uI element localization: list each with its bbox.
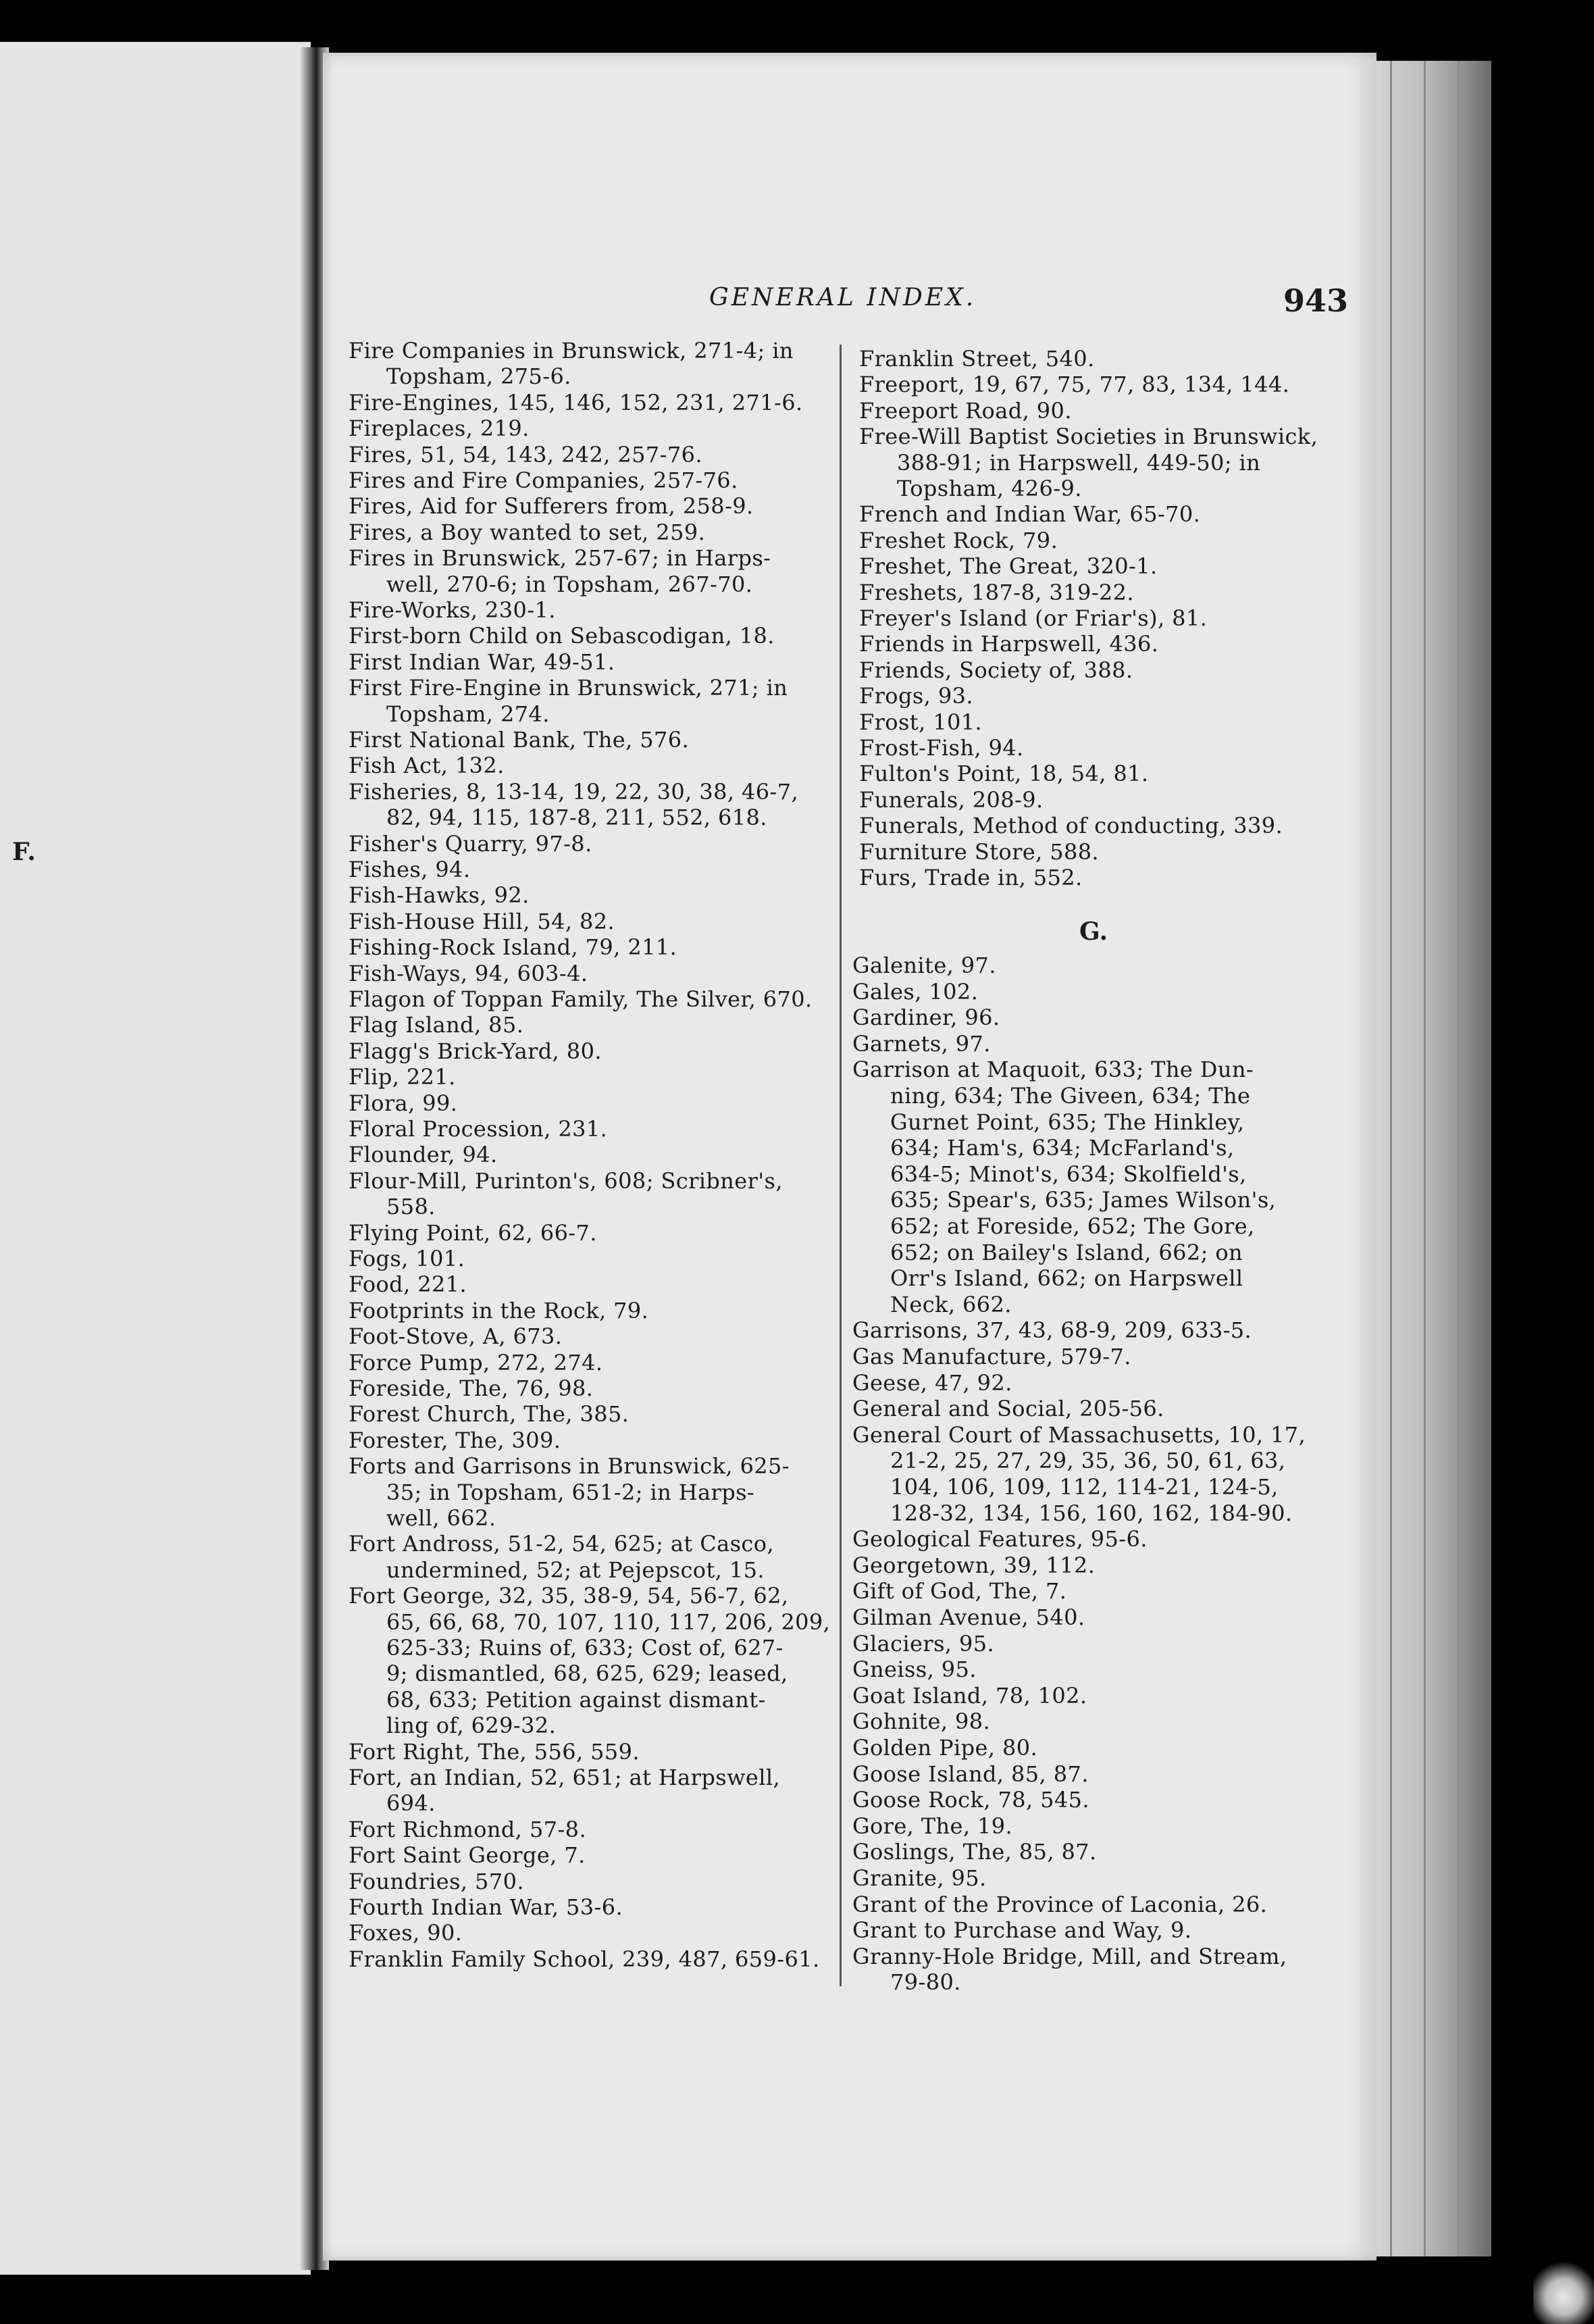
column-divider: [840, 345, 842, 1986]
index-entry-line: 634-5; Minot's, 634; Skolfield's,: [890, 1161, 1247, 1187]
index-entry-line: Flagg's Brick-Yard, 80.: [349, 1038, 602, 1064]
index-entry-line: Frost, 101.: [859, 709, 983, 735]
page-number: 943: [1283, 282, 1349, 319]
index-entry-line: Geological Features, 95-6.: [852, 1526, 1148, 1552]
index-entry-line: undermined, 52; at Pejepscot, 15.: [386, 1557, 765, 1583]
index-entry-line: 694.: [386, 1790, 436, 1817]
index-entry-line: Gas Manufacture, 579-7.: [852, 1344, 1131, 1369]
index-entry-line: Glaciers, 95.: [852, 1630, 995, 1657]
page-edges: [1377, 61, 1491, 2256]
index-entry-line: Friends, Society of, 388.: [859, 657, 1133, 683]
index-entry-line: Foxes, 90.: [349, 1920, 463, 1946]
index-entry-line: Fish-Ways, 94, 603-4.: [349, 960, 588, 986]
index-entry-line: Flagon of Toppan Family, The Silver, 670.: [349, 986, 813, 1012]
index-entry-line: Freeport, 19, 67, 75, 77, 83, 134, 144.: [859, 372, 1290, 398]
index-entry-line: Garnets, 97.: [852, 1030, 991, 1057]
index-entry-line: Grant to Purchase and Way, 9.: [852, 1917, 1192, 1944]
index-entry-line: Gift of God, The, 7.: [852, 1578, 1067, 1605]
index-entry-line: 558.: [386, 1194, 436, 1220]
index-entry-line: Fishes, 94.: [349, 857, 471, 882]
index-entry-line: 635; Spear's, 635; James Wilson's,: [890, 1187, 1277, 1213]
index-entry-line: Fishing-Rock Island, 79, 211.: [349, 934, 677, 961]
index-entry-line: Freshet Rock, 79.: [859, 527, 1058, 553]
index-entry-line: Gore, The, 19.: [852, 1813, 1013, 1839]
index-entry-line: Fort Saint George, 7.: [349, 1842, 586, 1869]
index-entry-line: 79-80.: [890, 1969, 961, 1996]
index-entry-line: Galenite, 97.: [852, 953, 996, 978]
running-header: GENERAL INDEX.: [709, 284, 977, 311]
index-entry-line: Geese, 47, 92.: [852, 1369, 1012, 1396]
index-entry-line: 625-33; Ruins of, 633; Cost of, 627-: [386, 1635, 783, 1661]
index-entry-line: Fogs, 101.: [349, 1246, 465, 1271]
index-entry-line: Orr's Island, 662; on Harpswell: [890, 1265, 1243, 1292]
index-entry-line: ning, 634; The Giveen, 634; The: [890, 1083, 1251, 1109]
index-entry-line: Foot-Stove, A, 673.: [349, 1323, 563, 1350]
index-entry-line: Goat Island, 78, 102.: [852, 1682, 1087, 1709]
index-entry-line: Flour-Mill, Purinton's, 608; Scribner's,: [349, 1167, 783, 1194]
index-entry-line: 68, 633; Petition against dismant-: [386, 1686, 766, 1713]
index-entry-line: Fires, Aid for Sufferers from, 258-9.: [349, 493, 754, 520]
index-entry-line: Freyer's Island (or Friar's), 81.: [859, 605, 1208, 631]
index-entry-line: Freshet, The Great, 320-1.: [859, 553, 1158, 580]
index-entry-line: Flip, 221.: [349, 1064, 456, 1090]
index-entry-line: 21-2, 25, 27, 29, 35, 36, 50, 61, 63,: [890, 1448, 1286, 1474]
index-entry-line: First Fire-Engine in Brunswick, 271; in: [349, 675, 788, 701]
index-entry-line: Fort George, 32, 35, 38-9, 54, 56-7, 62,: [349, 1583, 789, 1609]
index-entry-line: Fish Act, 132.: [349, 753, 505, 779]
index-entry-line: First Indian War, 49-51.: [349, 649, 615, 675]
index-entry-line: Force Pump, 272, 274.: [349, 1349, 603, 1375]
index-entry-line: 104, 106, 109, 112, 114-21, 124-5,: [890, 1474, 1279, 1500]
section-heading-g: G.: [1079, 917, 1108, 946]
index-entry-line: Gneiss, 95.: [852, 1657, 977, 1683]
index-entry-line: Grant of the Province of Laconia, 26.: [852, 1891, 1268, 1917]
index-entry-line: Fourth Indian War, 53-6.: [349, 1894, 623, 1920]
index-entry-line: 82, 94, 115, 187-8, 211, 552, 618.: [386, 805, 767, 831]
index-entry-line: Topsham, 426-9.: [897, 476, 1082, 501]
index-entry-line: Flying Point, 62, 66-7.: [349, 1219, 597, 1246]
index-entry-line: Fireplaces, 219.: [349, 415, 530, 442]
index-entry-line: Golden Pipe, 80.: [852, 1735, 1038, 1761]
index-entry-line: First-born Child on Sebascodigan, 18.: [349, 623, 775, 649]
index-entry-line: Gardiner, 96.: [852, 1005, 1000, 1031]
index-entry-line: Georgetown, 39, 112.: [852, 1552, 1096, 1578]
index-entry-line: General and Social, 205-56.: [852, 1396, 1164, 1422]
index-entry-line: Gales, 102.: [852, 978, 979, 1005]
index-entry-line: Foreside, The, 76, 98.: [349, 1375, 594, 1401]
left-page-fragment: [0, 42, 311, 2275]
index-entry-line: Topsham, 274.: [386, 701, 550, 727]
index-entry-line: Funerals, Method of conducting, 339.: [859, 813, 1283, 839]
index-entry-line: 652; at Foreside, 652; The Gore,: [890, 1213, 1255, 1239]
index-entry-line: Gurnet Point, 635; The Hinkley,: [890, 1109, 1245, 1135]
index-entry-line: Fulton's Point, 18, 54, 81.: [859, 761, 1149, 787]
scan-artifact: [1533, 2256, 1594, 2324]
index-entry-line: Fort Right, The, 556, 559.: [349, 1738, 640, 1765]
index-entry-line: Topsham, 275-6.: [386, 363, 571, 390]
index-entry-line: Goose Rock, 78, 545.: [852, 1787, 1089, 1813]
index-entry-line: Granite, 95.: [852, 1865, 987, 1891]
index-entry-line: General Court of Massachusetts, 10, 17,: [852, 1421, 1306, 1448]
index-entry-line: French and Indian War, 65-70.: [859, 501, 1201, 528]
index-entry-line: Forest Church, The, 385.: [349, 1401, 629, 1428]
index-entry-line: Furniture Store, 588.: [859, 838, 1100, 865]
index-entry-line: 652; on Bailey's Island, 662; on: [890, 1239, 1243, 1265]
index-entry-line: Fires, a Boy wanted to set, 259.: [349, 519, 706, 545]
index-entry-line: Flounder, 94.: [349, 1142, 498, 1168]
index-entry-line: Garrisons, 37, 43, 68-9, 209, 633-5.: [852, 1317, 1252, 1344]
index-entry-line: Gohnite, 98.: [852, 1709, 991, 1735]
index-entry-line: ling of, 629-32.: [386, 1713, 557, 1739]
index-entry-line: Frogs, 93.: [859, 683, 973, 709]
index-entry-line: Frost-Fish, 94.: [859, 735, 1024, 761]
index-entry-line: Granny-Hole Bridge, Mill, and Stream,: [852, 1943, 1287, 1969]
index-entry-line: Goslings, The, 85, 87.: [852, 1839, 1097, 1865]
index-entry-line: Fisheries, 8, 13-14, 19, 22, 30, 38, 46-7,: [349, 778, 799, 805]
index-entry-line: Fires and Fire Companies, 257-76.: [349, 468, 738, 493]
index-entry-line: Fish-House Hill, 54, 82.: [349, 908, 615, 934]
index-entry-line: Foundries, 570.: [349, 1868, 524, 1894]
index-entry-line: 65, 66, 68, 70, 107, 110, 117, 206, 209,: [386, 1609, 831, 1635]
index-entry-line: Food, 221.: [349, 1271, 467, 1298]
index-entry-line: Fisher's Quarry, 97-8.: [349, 830, 592, 857]
index-entry-line: 9; dismantled, 68, 625, 629; leased,: [386, 1661, 788, 1687]
index-entry-line: Forester, The, 309.: [349, 1427, 561, 1453]
index-entry-line: 128-32, 134, 156, 160, 162, 184-90.: [890, 1500, 1293, 1526]
index-entry-line: Friends in Harpswell, 436.: [859, 631, 1159, 657]
index-entry-line: Fires, 51, 54, 143, 242, 257-76.: [349, 441, 702, 468]
index-entry-line: Fish-Hawks, 92.: [349, 882, 530, 909]
index-entry-line: Freshets, 187-8, 319-22.: [859, 579, 1135, 605]
index-entry-line: Funerals, 208-9.: [859, 786, 1044, 813]
index-entry-line: Fort Richmond, 57-8.: [349, 1816, 587, 1842]
index-entry-line: Fort, an Indian, 52, 651; at Harpswell,: [349, 1765, 781, 1790]
index-entry-line: 35; in Topsham, 651-2; in Harps-: [386, 1479, 755, 1505]
index-entry-line: Flora, 99.: [349, 1090, 458, 1116]
index-entry-line: Floral Procession, 231.: [349, 1116, 608, 1142]
index-entry-line: Flag Island, 85.: [349, 1012, 524, 1038]
index-entry-line: 388-91; in Harpswell, 449-50; in: [897, 449, 1261, 476]
index-entry-line: Garrison at Maquoit, 633; The Dun-: [852, 1057, 1254, 1083]
index-entry-line: Freeport Road, 90.: [859, 397, 1072, 424]
index-entry-line: Footprints in the Rock, 79.: [349, 1297, 649, 1323]
index-entry-line: Fire-Works, 230-1.: [349, 597, 556, 623]
index-entry-line: Gilman Avenue, 540.: [852, 1605, 1085, 1630]
index-entry-line: well, 662.: [386, 1505, 496, 1531]
index-entry-line: Fires in Brunswick, 257-67; in Harps-: [349, 545, 771, 572]
index-entry-line: Fire-Engines, 145, 146, 152, 231, 271-6.: [349, 389, 803, 415]
index-entry-line: First National Bank, The, 576.: [349, 727, 690, 753]
index-entry-line: Neck, 662.: [890, 1291, 1012, 1317]
index-entry-line: Goose Island, 85, 87.: [852, 1761, 1089, 1787]
index-entry-line: 634; Ham's, 634; McFarland's,: [890, 1135, 1235, 1161]
index-entry-line: Franklin Street, 540.: [859, 346, 1095, 372]
index-entry-line: well, 270-6; in Topsham, 267-70.: [386, 571, 753, 597]
left-fragment-line: F.: [12, 837, 36, 866]
index-entry-line: Forts and Garrisons in Brunswick, 625-: [349, 1453, 790, 1480]
index-entry-line: Furs, Trade in, 552.: [859, 865, 1083, 890]
index-entry-line: Free-Will Baptist Societies in Brunswick,: [859, 424, 1318, 450]
index-entry-line: Franklin Family School, 239, 487, 659-61.: [349, 1946, 820, 1972]
index-entry-line: Fort Andross, 51-2, 54, 625; at Casco,: [349, 1531, 774, 1557]
index-entry-line: Fire Companies in Brunswick, 271-4; in: [349, 338, 794, 363]
